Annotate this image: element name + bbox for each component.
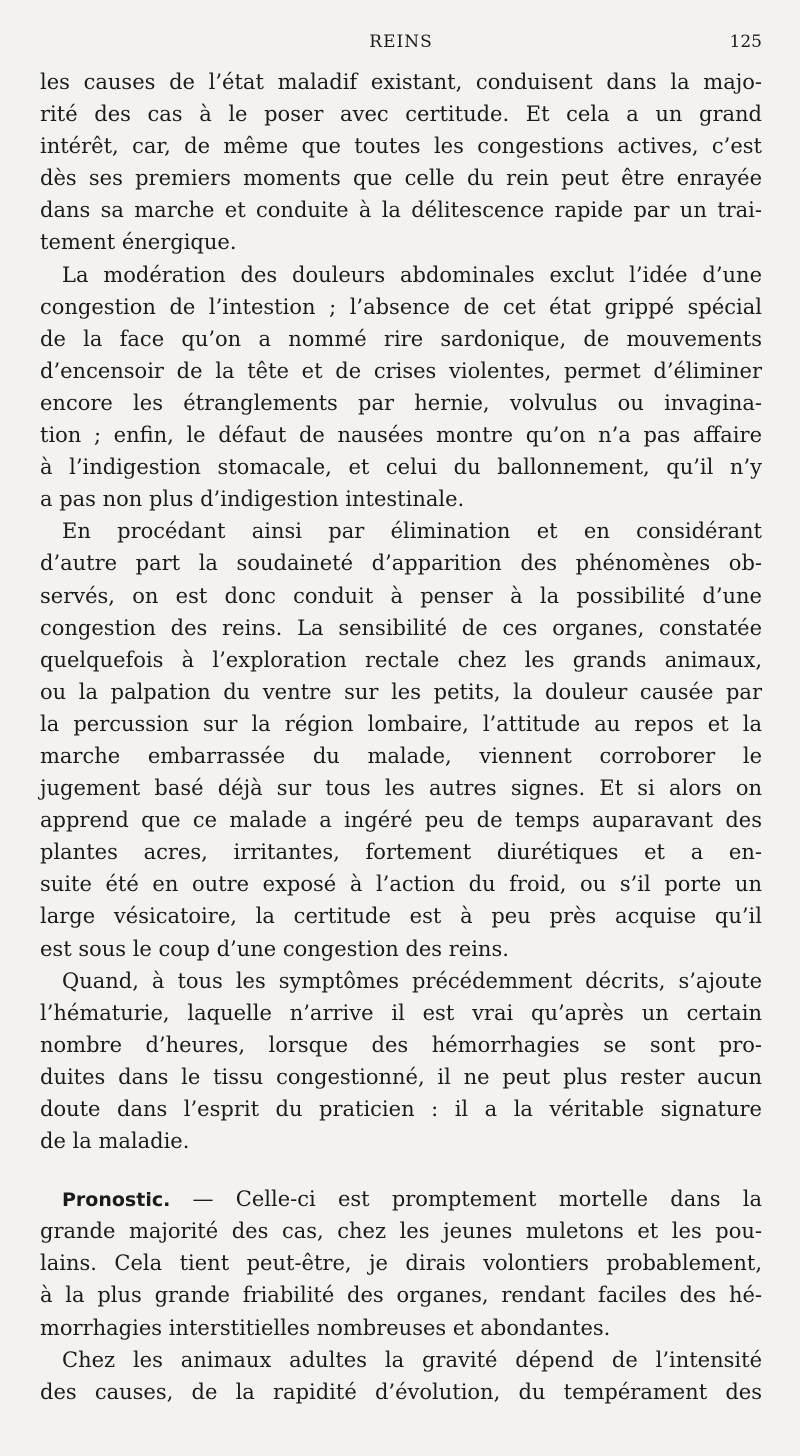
text-line: de la maladie. xyxy=(40,1129,190,1154)
paragraph-3 xyxy=(40,515,762,964)
running-header xyxy=(40,30,762,66)
text-line: encore les étranglements par hernie, volvulus ou invagina- xyxy=(40,390,762,415)
text-line: marche embarrassée du malade, viennent corroborer le xyxy=(40,743,762,768)
text-line: dès ses premiers moments que celle du rein peut être enrayée xyxy=(40,166,762,191)
text-line: jugement basé déjà sur tous les autres signes. Et si alors on xyxy=(40,776,762,801)
text-line: suite été en outre exposé à l’action du froid, ou s’il porte un xyxy=(40,872,762,897)
text-line: La modération des douleurs abdominales exclut l’idée d’une xyxy=(62,262,762,287)
text-line: est sous le coup d’une congestion des reins. xyxy=(40,936,509,961)
paragraph-2 xyxy=(40,259,762,516)
text-line: lains. Cela tient peut-être, je dirais volontiers probablement, xyxy=(40,1251,762,1276)
text-line: En procédant ainsi par élimination et en considérant xyxy=(62,519,762,544)
text-line: dans sa marche et conduite à la délitescence rapide par un trai- xyxy=(40,198,762,223)
text-line: à la plus grande friabilité des organes, rendant faciles des hé- xyxy=(40,1283,762,1308)
text-line: la percussion sur la région lombaire, l’attitude au repos et la xyxy=(40,711,762,736)
text-line: rité des cas à le poser avec certitude. Et cela a un grand xyxy=(40,102,762,127)
text-line: tion ; enfin, le défaut de nausées montre qu’on n’a pas affaire xyxy=(40,423,762,448)
paragraph-6 xyxy=(40,1344,762,1408)
text-line: Quand, à tous les symptômes précédemment décrits, s’ajoute xyxy=(62,968,762,993)
text-line: nombre d’heures, lorsque des hémorrhagies se sont pro- xyxy=(40,1032,762,1057)
paragraph-4 xyxy=(40,965,762,1158)
text-line: intérêt, car, de même que toutes les congestions actives, c’est xyxy=(40,134,762,159)
text-line: servés, on est donc conduit à penser à la possibilité d’une xyxy=(40,583,762,608)
text-line: apprend que ce malade a ingéré peu de temps auparavant des xyxy=(40,808,762,833)
text-line: congestion de l’intestion ; l’absence de cet état grippé spécial xyxy=(40,294,762,319)
text-line: ou la palpation du ventre sur les petits, la douleur causée par xyxy=(40,679,762,704)
paragraph-1 xyxy=(40,66,762,259)
section-gap xyxy=(40,1157,762,1183)
text-line: doute dans l’esprit du praticien : il a la véritable signature xyxy=(40,1097,762,1121)
text-line: large vésicatoire, la certitude est à peu près acquise qu’il xyxy=(40,904,762,929)
text-line: les causes de l’état maladif existant, conduisent dans la majo- xyxy=(40,70,762,94)
text-fragment: — Celle-ci est promptement mortelle dans la xyxy=(170,1187,762,1212)
text-line: à l’indigestion stomacale, et celui du ballonnement, qu’il n’y xyxy=(40,455,762,480)
section-heading: Pronostic. xyxy=(62,1189,171,1212)
text-line: d’autre part la soudaineté d’apparition des phénomènes ob- xyxy=(40,551,762,576)
text-line: de la face qu’on a nommé rire sardonique, de mouvements xyxy=(40,326,762,351)
text-line: a pas non plus d’indigestion intestinale. xyxy=(40,487,465,512)
pronostic-first-line xyxy=(40,1183,762,1215)
text-line: des causes, de la rapidité d’évolution, du tempérament des xyxy=(40,1379,762,1404)
text-line: d’encensoir de la tête et de crises violentes, permet d’éliminer xyxy=(40,358,762,383)
text-line: plantes acres, irritantes, fortement diurétiques et a en- xyxy=(40,840,762,865)
page-number: 125 xyxy=(729,32,762,52)
text-line: l’hématurie, laquelle n’arrive il est vrai qu’après un certain xyxy=(40,1000,762,1025)
text-line: grande majorité des cas, chez les jeunes muletons et les pou- xyxy=(40,1219,762,1244)
text-line: tement énergique. xyxy=(40,230,237,255)
text-line: Chez les animaux adultes la gravité dépend de l’intensité xyxy=(62,1347,762,1372)
text-line: duites dans le tissu congestionné, il ne peut plus rester aucun xyxy=(40,1064,762,1089)
running-title: REINS xyxy=(369,32,433,52)
text-line: congestion des reins. La sensibilité de ces organes, constatée xyxy=(40,615,762,640)
text-line: morrhagies interstitielles nombreuses et abondantes. xyxy=(40,1315,611,1340)
text-line: quelquefois à l’exploration rectale chez les grands animaux, xyxy=(40,647,762,672)
pronostic-section xyxy=(40,1183,762,1343)
